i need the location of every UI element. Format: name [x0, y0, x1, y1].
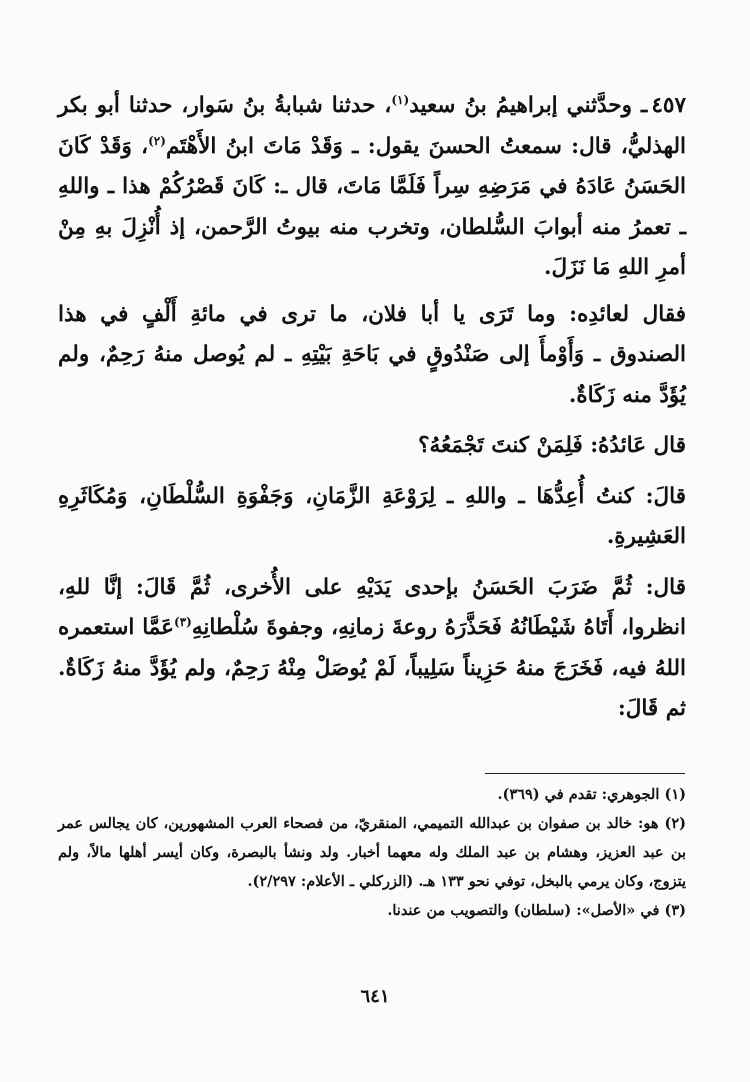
- footnote-marker-3: (٣): [174, 614, 192, 629]
- paragraph-1-part-a: ـ وحدَّثني إبراهيمُ بنُ سعيد: [409, 93, 648, 118]
- paragraph-4: قالَ: كنتُ أُعِدُّهَا ـ واللهِ ـ لِرَوْعَةِ الزَّمَانِ، وَجَفْوَةِ السُّلْطَانِ، وَمُكَاثَرِهِ العَشِيرةِ.: [58, 483, 686, 549]
- paragraph-3: قال عَائدُهُ: فَلِمَنْ كنتَ تَجْمَعُهُ؟: [418, 433, 686, 458]
- paragraph-1-part-c: ، وَقَدْ كَانَ الحَسَنُ عَادَهُ في مَرَضِهِ سِراً فَلَمَّا مَاتَ، قال ـ: كَانَ قَصْرُكُمْ هذا ـ واللهِ ـ تعمرُ منه أبوابَ السُّلطان، وتخرب منه بيوتُ الرَّحمن، إذ أُنْزِلَ بهِ مِنْ أمرِ اللهِ مَا نَزَلَ.: [58, 133, 686, 280]
- footnote-divider: [485, 773, 685, 774]
- paragraph-1-part-b: ، حدثنا شبابةُ بنُ سَوار، حدثنا أبو بكر الهذليُّ، قال: سمعتُ الحسنَ يقول: ـ وَقَدْ مَاتَ ابنُ الأَهْتَم: [58, 93, 686, 159]
- footnote-marker-2: (٢): [148, 133, 166, 148]
- footnote-marker-1: (١): [391, 92, 410, 107]
- main-text: [58, 86, 686, 740]
- footnote-2-text: هو: خالد بن صفوان بن عبدالله التميمي، المنقريّ، من فصحاء العرب المشهورين، كان يجالس عمر بن عبد العزيز، وهشام بن عبد الملك وله معهما أخبار. ولد ونشأ بالبصرة، وكان أيسر أهلها مالاً، ولم يتزوج، وكان يرمي بالبخل، توفي نحو ١٣٣ هـ. (الزركلي ـ الأعلام: ٢/٢٩٧).: [58, 815, 686, 890]
- footnote-1: [58, 780, 686, 809]
- footnote-2-marker: (٢): [664, 815, 686, 832]
- entry-number: ٤٥٧: [651, 93, 686, 118]
- page-number: ٦٤١: [360, 986, 390, 1007]
- footnotes: [58, 780, 686, 925]
- footnote-3-marker: (٣): [664, 902, 686, 919]
- footnote-3: [58, 896, 686, 925]
- footnote-2: [58, 809, 686, 896]
- footnote-3-text: في «الأصل»: (سلطان) والتصويب من عندنا.: [387, 902, 660, 919]
- paragraph-5-part-b: عَمَّا استعمره اللهُ فيه، فَخَرَجَ منهُ حَزِيناً سَلِيباً، لَمْ يُوصَلْ مِنْهُ رَحِمٌ، ولم يُؤَدَّ منهُ زَكَاةٌ. ثم قَالَ:: [58, 615, 686, 721]
- footnote-1-text: الجوهري: تقدم في (٣٦٩).: [497, 786, 660, 803]
- footnote-1-marker: (١): [664, 786, 686, 803]
- paragraph-1: [58, 86, 686, 289]
- paragraph-5-part-a: قال: ثُمَّ ضَرَبَ الحَسَنُ بإحدى يَدَيْهِ على الأُخرى، ثُمَّ قَالَ: إنَّا للهِ، انظروا، أَتَاهُ شَيْطَانُهُ فَحَذَّرَهُ روعةَ زمانِهِ، وجفوةَ سُلْطانِهِ: [58, 574, 686, 640]
- paragraph-2: فقال لعائدِه: وما تَرَى يا أبا فلان، ما ترى في مائةِ أَلْفٍ في هذا الصندوق ـ وَأَوْمأَ إلى صَنْدُوقٍ في بَاحَةِ بَيْتِهِ ـ لم يُوصل منهُ رَحِمٌ، ولم يُؤَدَّ منه زَكَاةٌ.: [58, 301, 686, 408]
- paragraph-5: [58, 568, 686, 730]
